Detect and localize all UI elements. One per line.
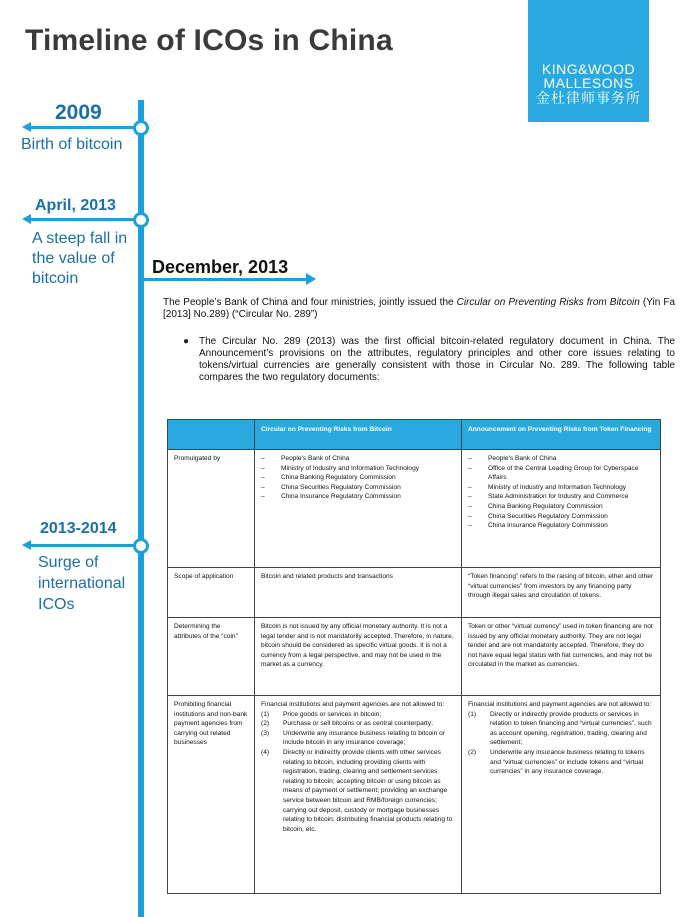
event-desc-april-2013: A steep fall in the value of bitcoin [32,230,128,287]
main-event-date: December, 2013 [152,257,289,277]
logo-line-1: KING&WOOD [541,61,636,77]
timeline-node-2009 [133,120,149,136]
list-item: – State Administration for Industry and Commerce [468,493,629,501]
list-item: – China Securities Regulatory Commission [261,483,401,491]
timeline-arrow-april-2013 [30,218,140,221]
list-item: – China Securities Regulatory Commission [468,512,608,520]
arrow-head-icon [22,122,31,132]
logo-line-3: 金杜律师事务所 [536,90,641,106]
scope-announcement: “Token financing” refers to the raising of bitcoin, ether and other “virtual currencies” from investors by any financing party through illegal sales and circulation of tokens. [462,568,661,618]
event-year-april-2013: April, 2013 [35,197,116,214]
main-event-paragraph: The People’s Bank of China and four ministries, jointly issued the Circular on Preventing Risks from Bitcoin (Yin Fa [2013] No.289) (“Circular No. 289”) [163,297,676,320]
main-event-bullet: The Circular No. 289 (2013) was the first official bitcoin-related regulatory document in China. The Announcement’s provisions on the attributes, regulatory principles and other core issues relating to tokens/virtual currencies are generally consistent with those in Circular No. 289. The following table compares the two regulatory documents: [199,336,675,383]
bullet-icon: ● [183,336,190,347]
promulgated-circular-list [255,450,462,568]
table-header-row [168,420,661,450]
list-item: – Office of the Central Leading Group for Cyberspace Affairs [468,464,639,482]
comparison-table [167,419,661,894]
list-item: (2) Underwrite any insurance business relating to tokens and “virtual currencies” or include tokens and “virtual currencies” in any insurance coverage. [468,748,645,776]
table-row-attributes [168,618,661,696]
list-item: – China Insurance Regulatory Commission [468,522,608,530]
list-item: – People’s Bank of China [468,455,557,462]
table-row-prohibiting [168,696,661,894]
timeline-node-2013-2014 [133,538,149,554]
event-desc-2013-2014: Surge of international ICOs [38,554,126,613]
table-header-announcement: Announcement on Preventing Risks from Token Financing [462,420,661,450]
list-item: (3) Underwrite any insurance business relating to bitcoin or include bitcoin in any insurance coverage; [261,729,445,747]
company-logo [528,0,649,122]
promulgated-announcement-list [462,450,661,568]
arrow-head-icon [306,273,316,285]
list-item: (1) Price goods or services in bitcoin; [261,710,382,718]
list-item: (1) Directly or indirectly provide products or services in relation to token financing and “virtual currencies”, such as account opening, registration, trading, clearing and settlement; [468,710,652,747]
list-item: – China Insurance Regulatory Commission [261,493,401,501]
scope-circular: Bitcoin and related products and transactions [255,568,462,618]
timeline-node-april-2013 [133,212,149,228]
row-label: Prohibiting financial institutions and non-bank payment agencies from carrying out related businesses [168,696,255,894]
prohibiting-circular: Financial institutions and payment agencies are not allowed to: (1) Price goods or services in bitcoin; (2) Purchase or sell bitcoins or as central counterparty; (3) Underwrite any insurance business relating to bitcoin or include bitcoin in any insurance coverage; (4) Directly or indirectly provide clients with other services relating to bitcoin, including providing clients with registration, trading, clearing and settlement services relating to bitcoin; accepting bitcoin or using bitcoin as means of payment or settlement; providing an exchange service between bitcoin and RMB/foreign currencies; carrying out deposit, custody or mortgage businesses relating to bitcoin; distributing financial products relating to bitcoin, etc. [255,696,462,894]
list-item: – Ministry of Industry and Information Technology [261,464,420,472]
row-label: Determining the attributes of the “coin” [168,618,255,696]
event-year-2013-2014: 2013-2014 [40,520,117,537]
event-year-2009: 2009 [55,101,102,124]
event-desc-2009: Birth of bitcoin [21,136,123,153]
attributes-circular: Bitcoin is not issued by any official monetary authority. It is not a legal tender and is not mandatorily accepted. Therefore, in nature, bitcoin should be considered as specific virtual goods. It is not a currency from a legal perspective, and may not be used in the market as a currency. [255,618,462,696]
table-row-scope [168,568,661,618]
list-item: – People’s Bank of China [261,455,350,462]
list-item: – China Banking Regulatory Commission [261,474,396,482]
timeline-arrow-2009 [30,126,140,129]
table-header-circular: Circular on Preventing Risks from Bitcoin [255,420,462,450]
timeline-arrow-2013-2014 [30,544,140,547]
table-row-promulgated [168,450,661,568]
row-label: Scope of application [168,568,255,618]
page-title: Timeline of ICOs in China [25,24,393,57]
timeline-arrow-december-2013 [141,278,309,281]
prohibiting-announcement: Financial institutions and payment agencies are not allowed to: (1) Directly or indirectly provide products or services in relation to token financing and “virtual currencies”, such as account opening, registration, trading, clearing and settlement; (2) Underwrite any insurance business relating to tokens and “virtual currencies” or include tokens and “virtual currencies” in any insurance coverage. [462,696,661,894]
arrow-head-icon [22,540,31,550]
list-item: (2) Purchase or sell bitcoins or as central counterparty; [261,720,433,728]
list-item: – Ministry of Industry and Information Technology [468,483,627,491]
list-item: – China Banking Regulatory Commission [468,502,603,510]
row-label: Promulgated by [168,450,255,568]
table-header-empty [168,420,255,450]
logo-line-2: MALLESONS [543,75,634,91]
arrow-head-icon [22,214,31,224]
list-item: (4) Directly or indirectly provide clients with other services relating to bitcoin, including providing clients with registration, trading, clearing and settlement services relating to bitcoin; accepting bitcoin or using bitcoin as means of payment or settlement; providing an exchange service between bitcoin and RMB/foreign currencies; carrying out deposit, custody or mortgage businesses relating to bitcoin; distributing financial products relating to bitcoin, etc. [261,748,453,833]
attributes-announcement: Token or other “virtual currency” used in token financing are not issued by any official monetary authority. They are not legal tender and are not mandatorily accepted. Therefore, they do not have equal legal status with fiat currencies, and may not be circulated in the market as currencies. [462,618,661,696]
